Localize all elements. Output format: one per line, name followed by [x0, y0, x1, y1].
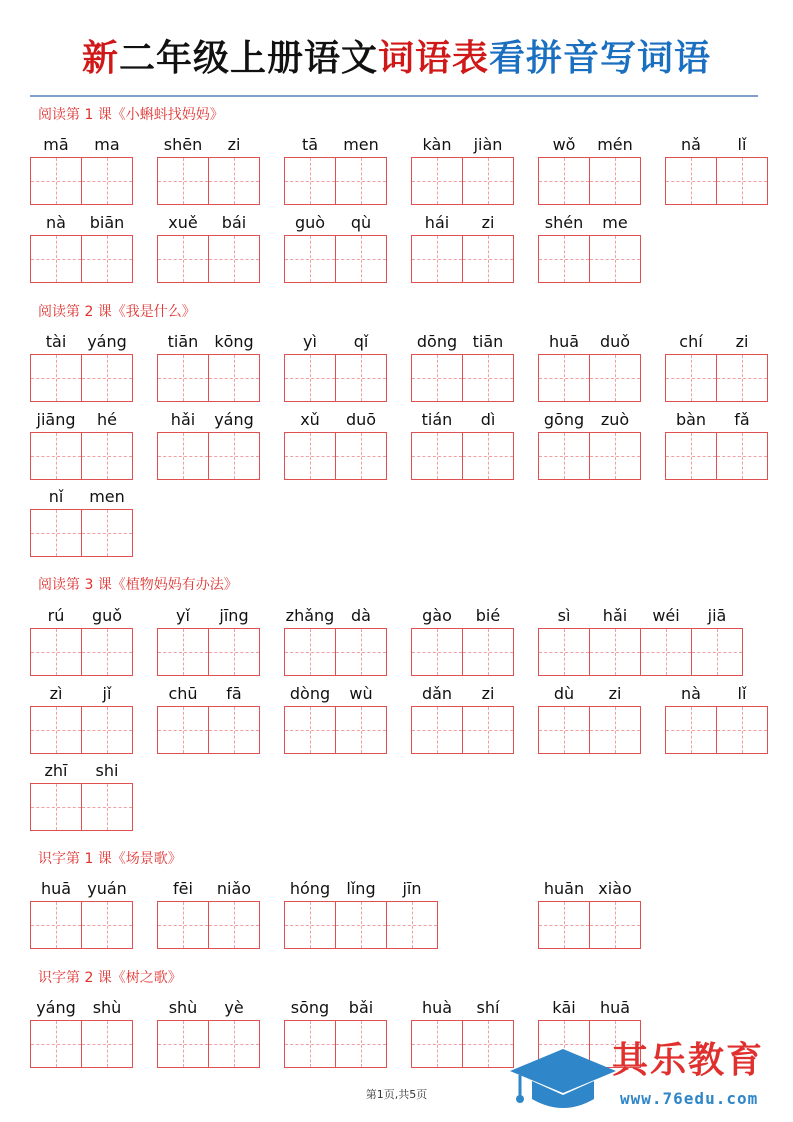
writing-grid-cell[interactable] [30, 706, 82, 754]
pinyin-syllable: guò [294, 213, 326, 232]
pinyin-syllable: tā [301, 135, 319, 154]
pinyin-syllable: yuán [87, 879, 127, 898]
pinyin-syllable: hé [97, 410, 117, 429]
writing-grid-cell[interactable] [157, 354, 209, 402]
page-title [0, 37, 793, 79]
brand-logo [508, 1035, 788, 1115]
lesson-heading: 识字第 1 课《场景歌》 [38, 851, 182, 867]
pinyin-syllable: xiào [598, 879, 632, 898]
writing-grid-cell[interactable] [208, 432, 260, 480]
writing-grid-cell[interactable] [589, 901, 641, 949]
pinyin-syllable: men [343, 135, 379, 154]
pinyin-syllable: jīng [219, 606, 249, 625]
graduation-cap-icon [508, 1047, 618, 1113]
writing-grid-cell[interactable] [462, 706, 514, 754]
pinyin-syllable: huā [599, 998, 631, 1017]
pinyin-syllable: bái [221, 213, 247, 232]
writing-grid-cell[interactable] [208, 628, 260, 676]
pinyin-syllable: nǐ [48, 487, 64, 506]
pinyin-syllable: shén [544, 213, 584, 232]
writing-grid-cell[interactable] [284, 235, 336, 283]
writing-grid-cell[interactable] [284, 706, 336, 754]
pinyin-syllable: zi [481, 213, 495, 232]
writing-grid-cell[interactable] [30, 157, 82, 205]
writing-grid-cell[interactable] [284, 157, 336, 205]
writing-grid-cell[interactable] [538, 901, 590, 949]
pinyin-syllable: me [602, 213, 628, 232]
pinyin-syllable: dòng [289, 684, 331, 703]
pinyin-syllable: duō [345, 410, 377, 429]
pinyin-syllable: zhǎng [285, 606, 335, 625]
pinyin-syllable: zì [49, 684, 63, 703]
pinyin-syllable: tiān [167, 332, 199, 351]
pinyin-syllable: dōng [416, 332, 458, 351]
pinyin-syllable: wù [349, 684, 373, 703]
title-part-4: 看拼音写词语 [489, 37, 712, 79]
writing-grid-cell[interactable] [157, 157, 209, 205]
writing-grid-cell[interactable] [208, 235, 260, 283]
lesson-heading: 阅读第 3 课《植物妈妈有办法》 [38, 577, 238, 593]
writing-grid-cell[interactable] [665, 354, 717, 402]
pinyin-syllable: tiān [472, 332, 504, 351]
pinyin-syllable: yáng [214, 410, 254, 429]
writing-grid-cell[interactable] [716, 432, 768, 480]
writing-grid-cell[interactable] [411, 1020, 463, 1068]
pinyin-syllable: kōng [214, 332, 254, 351]
writing-grid-cell[interactable] [411, 354, 463, 402]
writing-grid-cell[interactable] [589, 706, 641, 754]
pinyin-syllable: shi [95, 761, 119, 780]
pinyin-syllable: lǐ [737, 684, 747, 703]
pinyin-syllable: mā [43, 135, 69, 154]
writing-grid-cell[interactable] [81, 706, 133, 754]
writing-grid-cell[interactable] [81, 157, 133, 205]
writing-grid-cell[interactable] [665, 157, 717, 205]
title-part-3: 词语表 [378, 37, 490, 79]
pinyin-syllable: huà [421, 998, 453, 1017]
writing-grid-cell[interactable] [81, 235, 133, 283]
writing-grid-cell[interactable] [30, 783, 82, 831]
pinyin-syllable: dà [351, 606, 371, 625]
pinyin-syllable: xuě [168, 213, 198, 232]
writing-grid-cell[interactable] [335, 235, 387, 283]
title-part-2: 二年级上册语文 [118, 37, 378, 79]
pinyin-syllable: hái [424, 213, 450, 232]
writing-grid-cell[interactable] [81, 432, 133, 480]
writing-grid-cell[interactable] [462, 354, 514, 402]
writing-grid-cell[interactable] [30, 235, 82, 283]
pinyin-syllable: xǔ [300, 410, 320, 429]
writing-grid-cell[interactable] [411, 235, 463, 283]
writing-grid-cell[interactable] [411, 432, 463, 480]
writing-grid-cell[interactable] [589, 628, 641, 676]
writing-grid-cell[interactable] [335, 1020, 387, 1068]
writing-grid-cell[interactable] [157, 628, 209, 676]
pinyin-syllable: yáng [87, 332, 127, 351]
pinyin-syllable: lǐ [737, 135, 747, 154]
writing-grid-cell[interactable] [81, 1020, 133, 1068]
pinyin-syllable: hǎi [602, 606, 628, 625]
writing-grid-cell[interactable] [157, 235, 209, 283]
pinyin-syllable: bié [475, 606, 501, 625]
writing-grid-cell[interactable] [30, 901, 82, 949]
writing-grid-cell[interactable] [538, 157, 590, 205]
pinyin-syllable: huān [543, 879, 585, 898]
writing-grid-cell[interactable] [157, 901, 209, 949]
writing-grid-cell[interactable] [716, 706, 768, 754]
lesson-heading: 阅读第 2 课《我是什么》 [38, 304, 196, 320]
writing-grid-cell[interactable] [30, 432, 82, 480]
writing-grid-cell[interactable] [157, 432, 209, 480]
writing-grid-cell[interactable] [81, 509, 133, 557]
writing-grid-cell[interactable] [208, 901, 260, 949]
pinyin-syllable: qù [350, 213, 372, 232]
pinyin-syllable: yè [224, 998, 244, 1017]
writing-grid-cell[interactable] [462, 628, 514, 676]
writing-grid-cell[interactable] [411, 628, 463, 676]
writing-grid-cell[interactable] [538, 432, 590, 480]
lesson-heading: 识字第 2 课《树之歌》 [38, 970, 182, 986]
pinyin-syllable: mén [597, 135, 633, 154]
pinyin-syllable: lǐng [346, 879, 376, 898]
writing-grid-cell[interactable] [411, 157, 463, 205]
title-part-1: 新 [81, 37, 119, 79]
pinyin-syllable: chū [168, 684, 198, 703]
logo-name: 其乐教育 [612, 1040, 765, 1081]
pinyin-syllable: yǐ [176, 606, 190, 625]
writing-grid-cell[interactable] [462, 235, 514, 283]
pinyin-syllable: dǎn [421, 684, 453, 703]
page-number: 第1页,共5页 [365, 1088, 428, 1101]
writing-grid-cell[interactable] [30, 509, 82, 557]
writing-grid-cell[interactable] [538, 706, 590, 754]
writing-grid-cell[interactable] [589, 432, 641, 480]
pinyin-syllable: bàn [675, 410, 707, 429]
pinyin-syllable: sì [557, 606, 571, 625]
pinyin-syllable: jīn [402, 879, 422, 898]
pinyin-syllable: yì [303, 332, 317, 351]
writing-grid-cell[interactable] [208, 706, 260, 754]
pinyin-syllable: dù [553, 684, 575, 703]
pinyin-syllable: huā [548, 332, 580, 351]
pinyin-syllable: niǎo [216, 879, 252, 898]
writing-grid-cell[interactable] [716, 354, 768, 402]
pinyin-syllable: zhī [44, 761, 68, 780]
writing-grid-cell[interactable] [716, 157, 768, 205]
writing-grid-cell[interactable] [284, 628, 336, 676]
writing-grid-cell[interactable] [589, 235, 641, 283]
writing-grid-cell[interactable] [462, 432, 514, 480]
pinyin-syllable: ma [94, 135, 120, 154]
writing-grid-cell[interactable] [335, 706, 387, 754]
pinyin-syllable: yáng [36, 998, 76, 1017]
writing-grid-cell[interactable] [284, 1020, 336, 1068]
title-divider [30, 95, 758, 97]
pinyin-syllable: qǐ [353, 332, 369, 351]
writing-grid-cell[interactable] [335, 354, 387, 402]
pinyin-syllable: tián [421, 410, 453, 429]
writing-grid-cell[interactable] [589, 157, 641, 205]
writing-grid-cell[interactable] [208, 1020, 260, 1068]
writing-grid-cell[interactable] [208, 354, 260, 402]
logo-url: www.76edu.com [620, 1089, 759, 1108]
writing-grid-cell[interactable] [208, 157, 260, 205]
pinyin-syllable: gōng [543, 410, 585, 429]
writing-grid-cell[interactable] [335, 157, 387, 205]
pinyin-syllable: zi [227, 135, 241, 154]
pinyin-syllable: kàn [422, 135, 452, 154]
writing-grid-cell[interactable] [157, 1020, 209, 1068]
pinyin-syllable: dì [480, 410, 496, 429]
writing-grid-cell[interactable] [30, 1020, 82, 1068]
writing-grid-cell[interactable] [691, 628, 743, 676]
pinyin-syllable: biān [89, 213, 125, 232]
pinyin-syllable: zuò [600, 410, 630, 429]
lesson-heading: 阅读第 1 课《小蝌蚪找妈妈》 [38, 107, 224, 123]
pinyin-syllable: tài [45, 332, 67, 351]
writing-grid-cell[interactable] [538, 235, 590, 283]
pinyin-syllable: sōng [290, 998, 330, 1017]
pinyin-syllable: jiāng [36, 410, 76, 429]
writing-grid-cell[interactable] [411, 706, 463, 754]
writing-grid-cell[interactable] [386, 901, 438, 949]
pinyin-syllable: fēi [173, 879, 193, 898]
writing-grid-cell[interactable] [81, 354, 133, 402]
pinyin-syllable: shēn [163, 135, 203, 154]
pinyin-syllable: kāi [552, 998, 576, 1017]
writing-grid-cell[interactable] [538, 354, 590, 402]
pinyin-syllable: gào [422, 606, 452, 625]
pinyin-syllable: nà [681, 684, 701, 703]
writing-grid-cell[interactable] [30, 354, 82, 402]
pinyin-syllable: men [89, 487, 125, 506]
pinyin-syllable: jiā [707, 606, 727, 625]
pinyin-syllable: shù [168, 998, 198, 1017]
writing-grid-cell[interactable] [81, 783, 133, 831]
writing-grid-cell[interactable] [284, 354, 336, 402]
pinyin-syllable: zi [481, 684, 495, 703]
writing-grid-cell[interactable] [665, 706, 717, 754]
pinyin-syllable: bǎi [348, 998, 374, 1017]
pinyin-syllable: shí [476, 998, 500, 1017]
writing-grid-cell[interactable] [462, 1020, 514, 1068]
writing-grid-cell[interactable] [81, 628, 133, 676]
pinyin-syllable: zi [608, 684, 622, 703]
pinyin-syllable: guǒ [91, 606, 123, 625]
pinyin-syllable: wéi [652, 606, 680, 625]
writing-grid-cell[interactable] [335, 432, 387, 480]
writing-grid-cell[interactable] [284, 432, 336, 480]
pinyin-syllable: fǎ [734, 410, 750, 429]
writing-grid-cell[interactable] [589, 354, 641, 402]
writing-grid-cell[interactable] [538, 628, 590, 676]
writing-grid-cell[interactable] [81, 901, 133, 949]
pinyin-syllable: nǎ [681, 135, 701, 154]
pinyin-syllable: rú [47, 606, 65, 625]
writing-grid-cell[interactable] [157, 706, 209, 754]
writing-grid-cell[interactable] [640, 628, 692, 676]
writing-grid-cell[interactable] [30, 628, 82, 676]
writing-grid-cell[interactable] [284, 901, 336, 949]
pinyin-syllable: duǒ [599, 332, 631, 351]
pinyin-syllable: huā [40, 879, 72, 898]
pinyin-syllable: chí [679, 332, 703, 351]
writing-grid-cell[interactable] [462, 157, 514, 205]
pinyin-syllable: hóng [289, 879, 331, 898]
writing-grid-cell[interactable] [335, 628, 387, 676]
writing-grid-cell[interactable] [335, 901, 387, 949]
writing-grid-cell[interactable] [665, 432, 717, 480]
pinyin-syllable: zi [735, 332, 749, 351]
pinyin-syllable: shù [92, 998, 122, 1017]
pinyin-syllable: fā [226, 684, 242, 703]
pinyin-syllable: nà [46, 213, 66, 232]
pinyin-syllable: wǒ [552, 135, 576, 154]
pinyin-syllable: jiàn [473, 135, 503, 154]
pinyin-syllable: jǐ [102, 684, 112, 703]
pinyin-syllable: hǎi [170, 410, 196, 429]
